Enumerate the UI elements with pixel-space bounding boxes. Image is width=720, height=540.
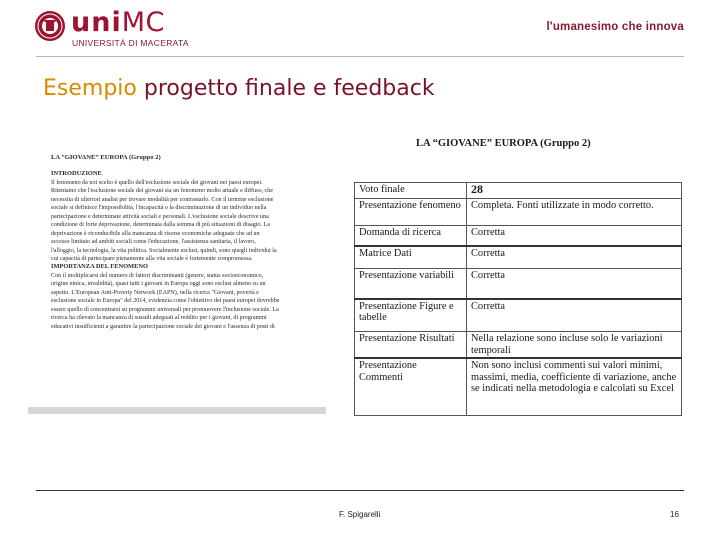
project-document-excerpt: [28, 150, 326, 414]
document-bottom-shade: [28, 407, 326, 414]
document-line: condizione di forte deprivazione, determinata dalla somma di più situazioni di disagio. La: [51, 222, 270, 229]
row-label: Presentazione fenomeno: [355, 199, 467, 226]
row-label: Presentazione Commenti: [355, 358, 467, 415]
document-line: Il fenomeno da noi scelto è quello dell'esclusione sociale dei giovani nei paesi europei.: [51, 179, 263, 186]
row-label: Presentazione Figure e tabelle: [355, 299, 467, 332]
row-value: Completa. Fonti utilizzate in modo corretto.: [467, 199, 682, 226]
document-line: deprivazione è riconducibile alla mancanza di risorse economiche adeguate che ad un: [51, 230, 260, 237]
document-section-title: INTRODUZIONE: [51, 170, 102, 178]
document-section-title: IMPORTANZA DEL FENOMENO: [51, 263, 148, 271]
table-row: [355, 226, 682, 246]
document-line: esclusione sociale in Europa" del 2014, evidenzia come l'obiettivo dei paesi europei dovrebbe: [51, 298, 280, 305]
row-label: Domanda di ricerca: [355, 226, 467, 246]
table-row: [355, 246, 682, 269]
logo-name-bold: uni: [71, 7, 122, 38]
table-row: [355, 269, 682, 299]
footer-divider: [36, 490, 684, 491]
row-value: Corretta: [467, 226, 682, 246]
slide-title-main: progetto finale e feedback: [136, 76, 435, 101]
document-line: Riteniamo che l'esclusione sociale dei giovani sia un fenomeno molto attuale e diffuso, che: [51, 188, 273, 195]
document-line: aspetto. L'European Anti-Poverty Network (EAPN), nella ricerca "Giovani, povertà e: [51, 289, 259, 296]
row-value: Non sono inclusi commenti sui valori minimi, massimi, media, coefficiente di variazione, anche se indicati nella metodologia e calcolati su Excel: [467, 358, 682, 415]
document-line: necessita di ulteriori analisi per trovare modalità per contrastarlo. Con il termine esclusione: [51, 196, 274, 203]
logo-wordmark: [71, 8, 165, 38]
table-row: [355, 358, 682, 415]
row-label: Voto finale: [355, 183, 467, 199]
document-line: partecipazione e determinate attività sociali e personali. L'esclusione sociale descrive una: [51, 213, 269, 220]
table-row: [355, 199, 682, 226]
university-logo: [34, 7, 214, 48]
row-label: Presentazione variabili: [355, 269, 467, 299]
document-line: origine etnica, invalidità), quasi tutti i giovani in Europa oggi sono esclusi almeno su un: [51, 281, 266, 288]
logo-name-light: MC: [121, 7, 165, 38]
row-value: Corretta: [467, 299, 682, 332]
document-line: accesso limitato ad ambiti sociali come l'educazione, l'assistenza sanitaria, il lavoro,: [51, 239, 256, 246]
table-row: [355, 183, 682, 199]
row-value: Nella relazione sono incluse solo le variazioni temporali: [467, 332, 682, 359]
document-line: sociale si definisce l'impossibilità, l'incapacità o la discriminazione di un individuo nella: [51, 205, 267, 212]
slide-title-accent: Esempio: [43, 76, 137, 101]
header-divider: [36, 56, 684, 57]
document-line: Con il moltiplicarsi del numero di fattori discriminanti (genere, status socioeconomico,: [51, 272, 264, 279]
logo-subtitle: UNIVERSITÀ DI MACERATA: [72, 38, 189, 48]
university-seal-icon: [34, 10, 66, 42]
table-row: [355, 299, 682, 332]
document-heading: LA “GIOVANE” EUROPA (Gruppo 2): [51, 154, 161, 161]
row-label: Presentazione Risultati: [355, 332, 467, 359]
document-line: cui capacità di partecipare pienamente alla vita sociale è fortemente compromessa.: [51, 255, 253, 262]
row-label: Matrice Dati: [355, 246, 467, 269]
row-value: Corretta: [467, 246, 682, 269]
document-line: essere quello di concentrarsi su programmi universali per promuovere l'inclusione sociale. La: [51, 306, 279, 313]
document-line: ricerca ha rilevato la mancanza di sussidi adeguati al reddito per i giovani, di programmi: [51, 315, 267, 322]
row-value: 28: [467, 183, 682, 199]
page-number: 16: [670, 510, 679, 519]
feedback-title: LA “GIOVANE” EUROPA (Gruppo 2): [416, 138, 591, 149]
row-value: Corretta: [467, 269, 682, 299]
tagline: l'umanesimo che innova: [546, 21, 684, 33]
table-row: [355, 332, 682, 359]
document-line: educativi insufficienti a garantire la partecipazione sociale dei giovani e l'assenza di posti di: [51, 323, 275, 330]
slide-title: [43, 73, 435, 105]
feedback-table: [354, 182, 682, 416]
document-line: l'alloggio, la tecnologia, la vita politica. Socialmente esclusi, quindi, sono quegli individui la: [51, 247, 277, 254]
footer-author: F. Spigarelli: [339, 510, 381, 519]
